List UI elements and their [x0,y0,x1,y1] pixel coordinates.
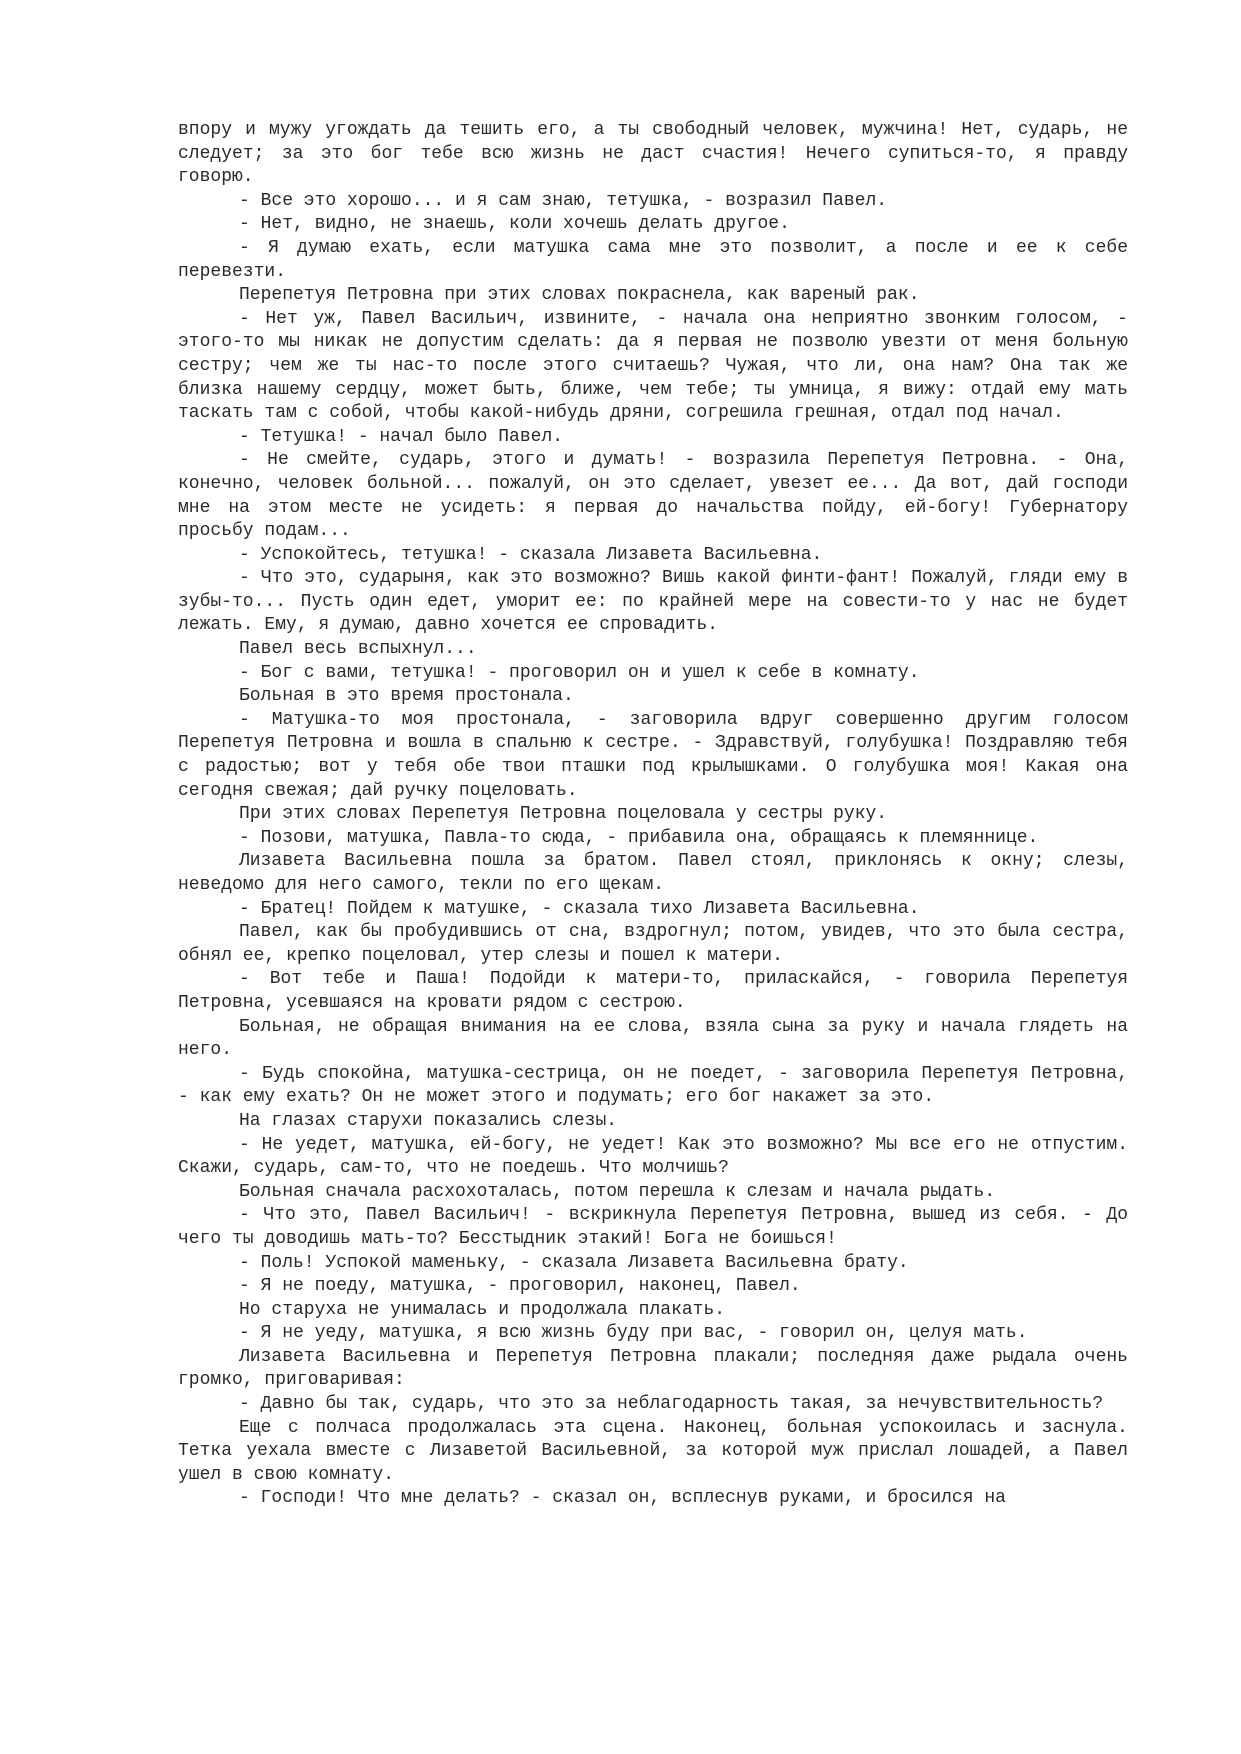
paragraph: впору и мужу угождать да тешить его, а ты свободный человек, мужчина! Нет, сударь, не следует; за это бог тебе всю жизнь не даст счастия! Нечего супиться-то, я правду говорю. [178,120,1128,188]
paragraph: - Братец! Пойдем к матушке, - сказала тихо Лизавета Васильевна. [239,898,920,919]
paragraph: Еще с полчаса продолжалась эта сцена. Наконец, больная успокоилась и заснула. Тетка уехала вместе с Лизаветой Васильевной, за которой муж прислал лошадей, а Павел ушел в свою комнату. [178,1417,1128,1485]
paragraph: - Я думаю ехать, если матушка сама мне это позволит, а после и ее к себе перевезти. [178,237,1128,282]
paragraph: Больная в это время простонала. [239,686,574,707]
paragraph: Перепетуя Петровна при этих словах покраснела, как вареный рак. [239,285,920,306]
paragraph: - Не уедет, матушка, ей-богу, не уедет! Как это возможно? Мы все его не отпустим. Скажи, сударь, сам-то, что не поедешь. Что молчишь? [178,1134,1128,1179]
paragraph: - Вот тебе и Паша! Подойди к матери-то, приласкайся, - говорила Перепетуя Петровна, усевшаяся на кровати рядом с сестрою. [178,969,1128,1013]
paragraph: Но старуха не унималась и продолжала плакать. [239,1299,726,1320]
paragraph: - Все это хорошо... и я сам знаю, тетушка, - возразил Павел. [239,190,888,211]
paragraph: При этих словах Перепетуя Петровна поцеловала у сестры руку. [239,804,888,825]
paragraph: - Позови, матушка, Павла-то сюда, - прибавила она, обращаясь к племяннице. [239,827,1039,848]
paragraph: - Матушка-то моя простонала, - заговорила вдруг совершенно другим голосом Перепетуя Петровна и вошла в спальню к сестре. - Здравствуй, голубушка! Поздравляю тебя с радостью; вот у тебя обе твои пташки под крылышками. О голубушка моя! Какая она сегодня свежая; дай ручку поцеловать. [178,709,1128,801]
paragraph: - Поль! Успокой маменьку, - сказала Лизавета Васильевна брату. [239,1252,909,1273]
paragraph: Павел, как бы пробудившись от сна, вздрогнул; потом, увидев, что это была сестра, обнял ее, крепко поцеловал, утер слезы и пошел к матери. [178,922,1128,966]
paragraph: Больная сначала расхохоталась, потом перешла к слезам и начала рыдать. [239,1181,996,1202]
paragraph: На глазах старухи показались слезы. [239,1110,618,1131]
paragraph: - Давно бы так, сударь, что это за неблагодарность такая, за нечувствительность? [239,1394,1104,1415]
paragraph: - Что это, Павел Васильич! - вскрикнула Перепетуя Петровна, вышед из себя. - До чего ты доводишь мать-то? Бесстыдник этакий! Бога не боишься! [178,1205,1128,1249]
paragraph: - Успокойтесь, тетушка! - сказала Лизавета Васильевна. [239,544,823,565]
paragraph: - Нет, видно, не знаешь, коли хочешь делать другое. [239,214,790,235]
paragraph: - Нет уж, Павел Васильич, извините, - начала она неприятно звонким голосом, - этого-то мы никак не допустим сделать: да я первая не позволю увезти от меня больную сестру; чем же ты нас-то после этого считаешь? Чужая, что ли, она нам? Она так же близка нашему сердцу, может быть, ближе, чем тебе; ты умница, я вижу: отдай ему мать таскать там с собой, чтобы какой-нибудь дряни, согрешила грешная, отдал под начал. [178,308,1128,424]
paragraph: Больная, не обращая внимания на ее слова, взяла сына за руку и начала глядеть на него. [178,1016,1128,1061]
paragraph: - Будь спокойна, матушка-сестрица, он не поедет, - заговорила Перепетуя Петровна, - как ему ехать? Он не может этого и подумать; его бог накажет за это. [178,1063,1128,1108]
paragraph: - Я не уеду, матушка, я всю жизнь буду при вас, - говорил он, целуя мать. [239,1323,1028,1344]
paragraph: Лизавета Васильевна и Перепетуя Петровна плакали; последняя даже рыдала очень громко, приговаривая: [178,1346,1128,1391]
paragraph: - Тетушка! - начал было Павел. [239,426,564,447]
paragraph: Павел весь вспыхнул... [239,639,477,660]
paragraph: - Бог с вами, тетушка! - проговорил он и ушел к себе в комнату. [239,662,920,683]
paragraph: - Не смейте, сударь, этого и думать! - возразила Перепетуя Петровна. - Она, конечно, человек больной... пожалуй, он это сделает, увезет ее... Да вот, дай господи мне на этом месте не усидеть: я первая до начальства пойду, ей-богу! Губернатору просьбу подам... [178,450,1128,542]
paragraph: Лизавета Васильевна пошла за братом. Павел стоял, приклонясь к окну; слезы, неведомо для него самого, текли по его щекам. [178,851,1128,895]
document-page [178,119,1128,1511]
paragraph: - Господи! Что мне делать? - сказал он, всплеснув руками, и бросился на [239,1488,1006,1509]
paragraph: - Я не поеду, матушка, - проговорил, наконец, Павел. [239,1276,801,1297]
paragraph: - Что это, сударыня, как это возможно? Вишь какой финти-фант! Пожалуй, гляди ему в зубы-то... Пусть один едет, уморит ее: по крайней мере на совести-то у нас не будет лежать. Ему, я думаю, давно хочется ее спровадить. [178,568,1128,636]
